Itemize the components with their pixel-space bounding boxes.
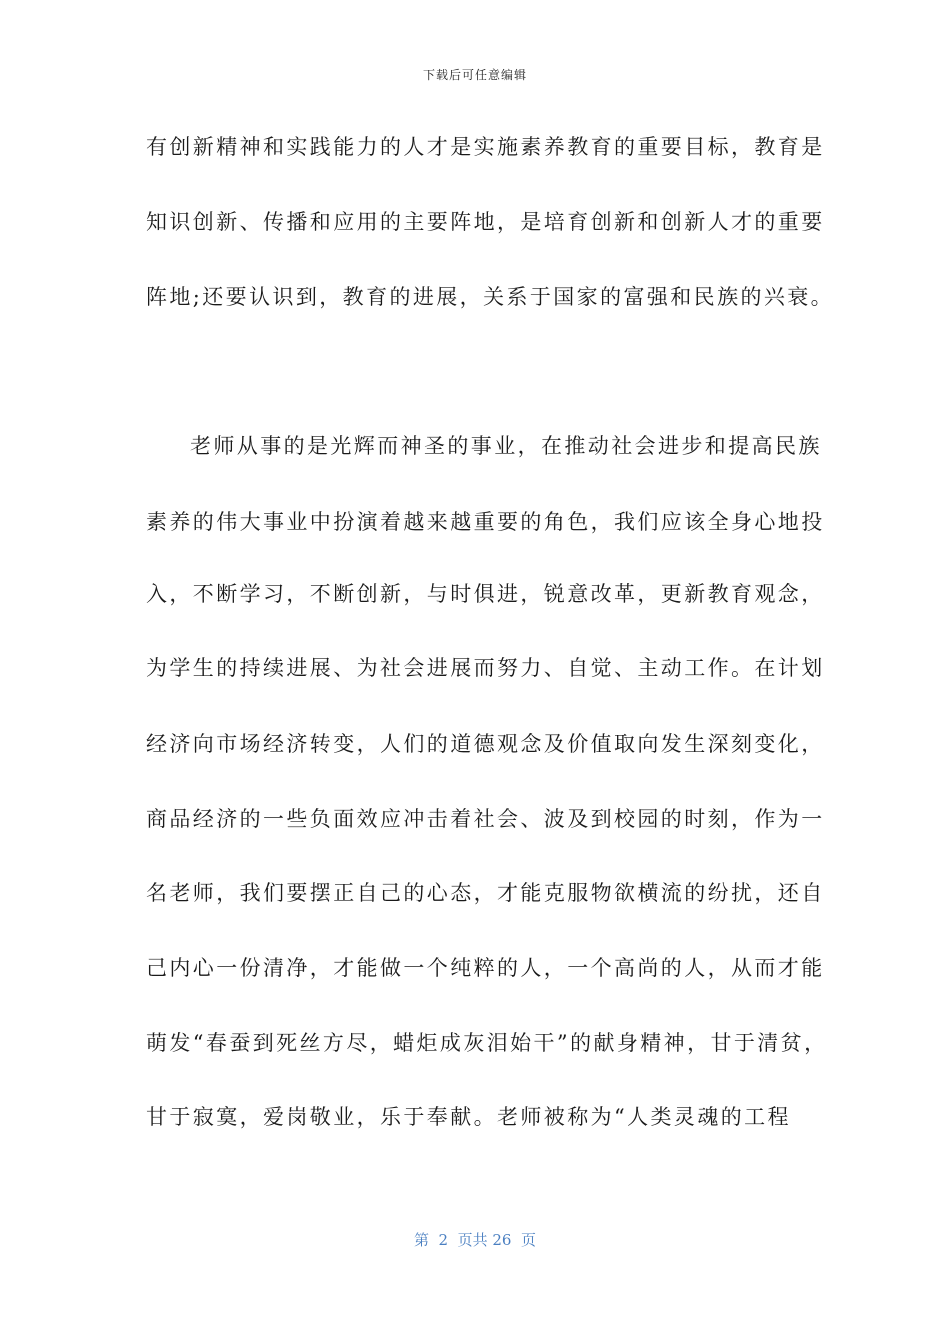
text-line: 老师从事的是光辉而神圣的事业，在推动社会进步和提高民族	[190, 434, 822, 458]
page-header-note: 下载后可任意编辑	[422, 68, 527, 82]
text-line: 知识创新、传播和应用的主要阵地，是培育创新和创新人才的重要	[146, 210, 825, 234]
text-line: 入，不断学习，不断创新，与时俱进，锐意改革，更新教育观念，	[146, 582, 825, 606]
text-line: 阵地;还要认识到，教育的进展，关系于国家的富强和民族的兴衰。	[146, 285, 835, 309]
text-line: 有创新精神和实践能力的人才是实施素养教育的重要目标，教育是	[146, 135, 825, 159]
text-line: 为学生的持续进展、为社会进展而努力、自觉、主动工作。在计划	[146, 656, 825, 680]
text-line: 萌发“春蚕到死丝方尽，蜡炬成灰泪始干”的献身精神，甘于清贫，	[146, 1031, 828, 1055]
text-line: 经济向市场经济转变，人们的道德观念及价值取向发生深刻变化，	[146, 732, 825, 756]
text-line: 素养的伟大事业中扮演着越来越重要的角色，我们应该全身心地投	[146, 510, 825, 534]
text-line: 名老师，我们要摆正自己的心态，才能克服物欲横流的纷扰，还自	[146, 881, 825, 905]
text-line: 商品经济的一些负面效应冲击着社会、波及到校园的时刻，作为一	[146, 807, 825, 831]
text-line: 己内心一份清净，才能做一个纯粹的人，一个高尚的人，从而才能	[146, 956, 825, 980]
page-number-footer: 第 2 页共 26 页	[413, 1231, 536, 1249]
text-line: 甘于寂寞，爱岗敬业，乐于奉献。老师被称为“人类灵魂的工程	[146, 1105, 791, 1129]
